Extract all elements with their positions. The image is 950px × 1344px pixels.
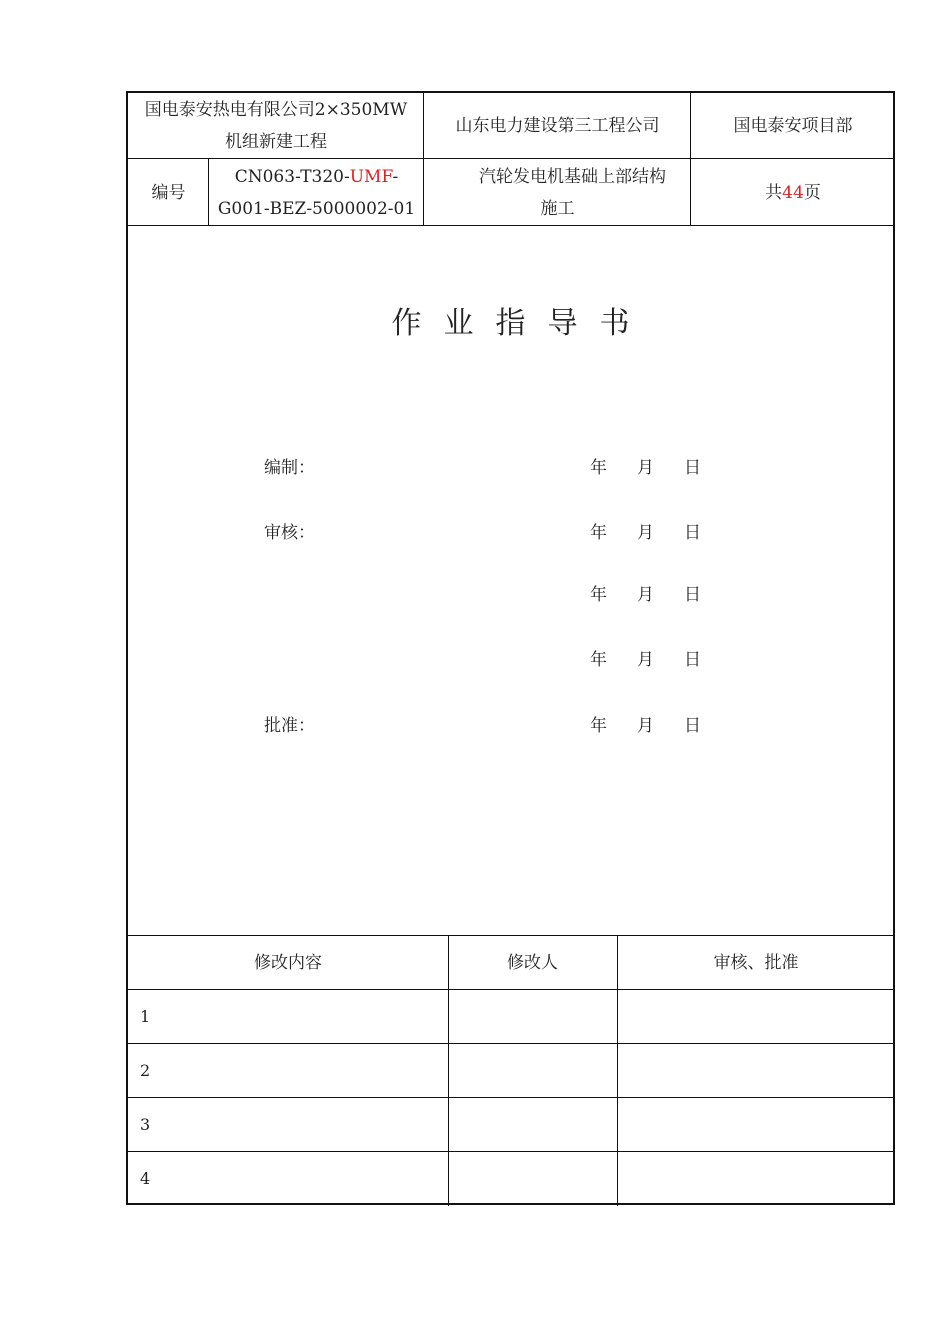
revision-row-number: 1	[140, 1007, 151, 1026]
code-part1: CN063-T320-	[234, 166, 350, 187]
pages-suffix: 页	[803, 182, 821, 203]
header-divider-2	[128, 225, 895, 226]
page-count-cell	[691, 159, 895, 226]
header-vline-2	[690, 93, 691, 226]
code-red-part: UMF	[349, 166, 393, 187]
project-name-line1: 国电泰安热电有限公司2×350MW	[144, 100, 408, 120]
revision-header-approval: 审核、批准	[713, 953, 799, 973]
revision-row-number: 2	[140, 1061, 151, 1080]
company-name: 山东电力建设第三工程公司	[455, 116, 660, 136]
signature-date-3: 年 月 日	[590, 585, 701, 605]
department-name: 国电泰安项目部	[733, 116, 853, 136]
revision-vline-2	[617, 936, 618, 1206]
revision-row-line-1	[128, 989, 895, 990]
subject-line1: 汽轮发电机基础上部结构	[479, 166, 666, 187]
document-code-line2: G001-BEZ-5000002-01	[217, 198, 416, 219]
header-divider-1	[128, 158, 895, 159]
revision-row-number: 4	[140, 1169, 151, 1188]
revision-row-line-3	[128, 1097, 895, 1098]
pages-prefix: 共	[765, 182, 783, 203]
number-label: 编号	[151, 182, 186, 203]
number-label-cell	[128, 159, 209, 226]
subject-cell	[424, 159, 691, 226]
signature-date-compile: 年 月 日	[590, 458, 701, 478]
revision-row-line-4	[128, 1151, 895, 1152]
signature-label-review: 审核：	[264, 523, 315, 543]
document-frame	[126, 91, 895, 1205]
signature-label-approve: 批准：	[264, 716, 315, 736]
revision-row-number: 3	[140, 1115, 151, 1134]
revision-vline-1	[448, 936, 449, 1206]
document-code-cell	[209, 159, 424, 226]
company-cell	[424, 93, 691, 159]
header-vline-3	[208, 159, 209, 226]
code-part2: -	[392, 166, 399, 187]
department-cell	[691, 93, 895, 159]
signature-date-review: 年 月 日	[590, 523, 701, 543]
revision-header-person: 修改人	[507, 953, 558, 973]
project-name-cell	[128, 93, 424, 159]
document-title: 作业指导书	[391, 306, 652, 341]
revision-row-line-2	[128, 1043, 895, 1044]
signature-date-4: 年 月 日	[590, 650, 701, 670]
signature-date-approve: 年 月 日	[590, 716, 701, 736]
project-name-line2: 机组新建工程	[225, 132, 327, 152]
subject-line2: 施工	[540, 198, 575, 219]
signature-label-compile: 编制：	[264, 458, 315, 478]
revision-header-content: 修改内容	[254, 953, 322, 973]
pages-count: 44	[782, 182, 804, 203]
header-vline-1	[423, 93, 424, 226]
page-count	[765, 177, 821, 209]
document-code-line1	[235, 161, 399, 193]
